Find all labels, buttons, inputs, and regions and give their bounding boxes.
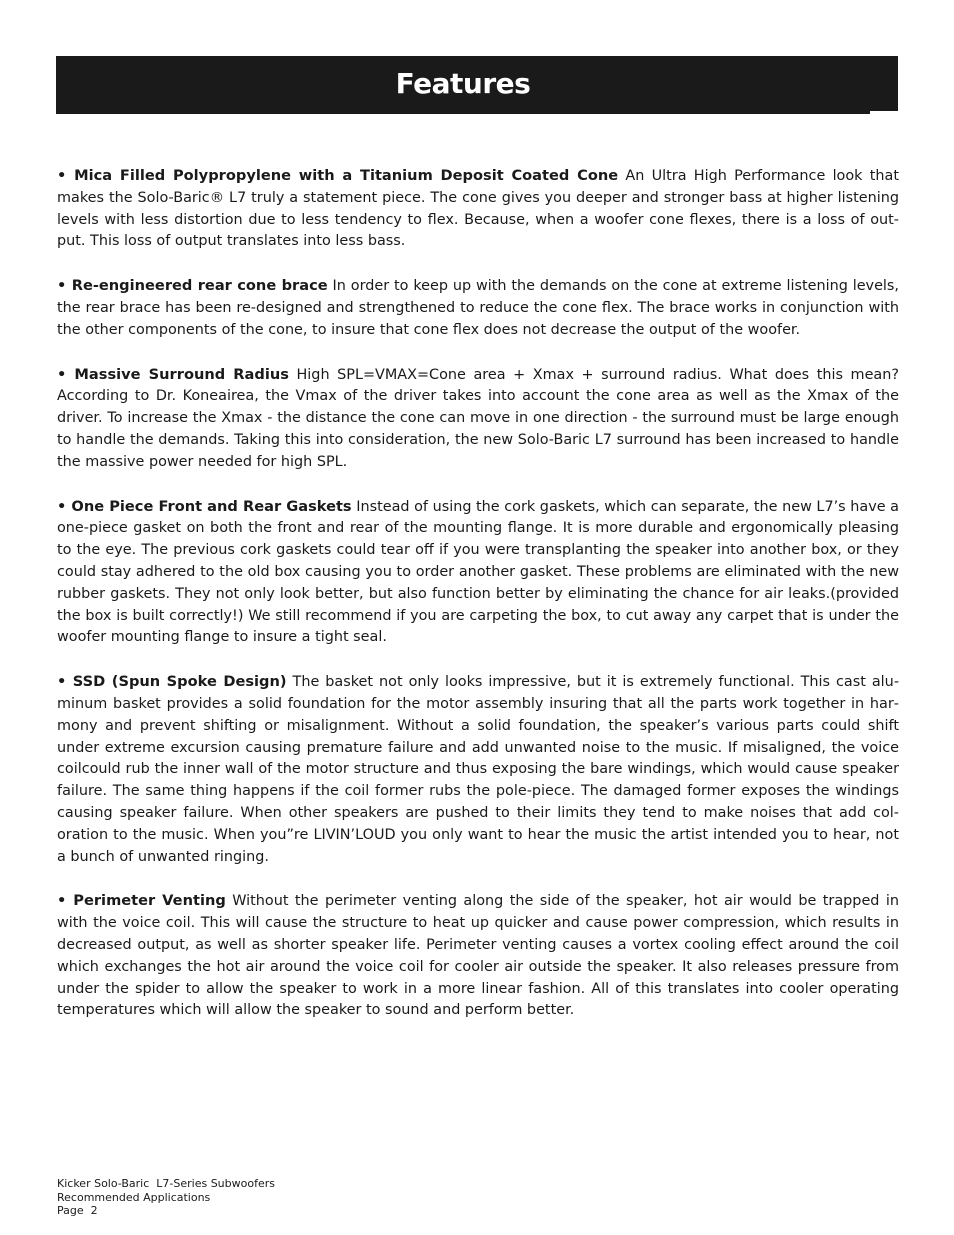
feature-title: • SSD (Spun Spoke Design) xyxy=(57,673,287,691)
feature-rear-brace xyxy=(57,275,899,341)
feature-title: • Massive Surround Radius xyxy=(57,365,289,383)
feature-surround-radius xyxy=(57,364,899,474)
footer-product-line: Kicker Solo-Baric L7-Series Subwoofers xyxy=(57,1177,275,1190)
feature-perimeter-venting xyxy=(57,890,899,1022)
footer-page-number: Page 2 xyxy=(57,1204,98,1217)
feature-title: • Mica Filled Polypropylene with a Titanium Deposit Coated Cone xyxy=(57,167,619,184)
feature-ssd xyxy=(57,671,899,868)
feature-body: Without the perimeter venting along the side of the speaker, hot air would be trapped in with the voice coil. This will cause the structure to heat up quicker and cause power compression, which results in decreased output, as well as shorter speaker life. Perimeter venting causes a vortex cooling effect around the coil which exchanges the hot air around the voice coil for cooler air outside the speaker. It also releases pressure from under the spider to allow the speaker to work in a more linear fashion. All of this translates into cooler operating temperatures which will allow the speaker to sound and perform better. xyxy=(57,893,899,1019)
features-content xyxy=(57,165,899,1044)
feature-title: • One Piece Front and Rear Gaskets xyxy=(57,497,352,515)
feature-body: The basket not only looks impressive, but it is extremely functional. This cast aluminum basket provides a solid foundation for the motor assembly insuring that all the parts work together in harmony and prevent shifting or misalignment. Without a solid foundation, the speaker’s various parts could shift under extreme excursion causing premature failure and add unwanted noise to the music. If misaligned, the voice coilcould rub the inner wall of the motor structure and thus exposing the bare windings, which would cause speaker failure. The same thing happens if the coil former rubs the pole-piece. The damaged former exposes the windings causing speaker failure. When other speakers are pushed to their limits they tend to make noises that add coloration to the music. When you”re LIVIN’LOUD you only want to hear the music the artist intended you to hear, not a bunch of unwanted ringing. xyxy=(57,674,900,865)
feature-gaskets xyxy=(57,496,899,650)
feature-body: In order to keep up with the demands on the cone at extreme listening levels, the rear brace has been re-designed and strengthened to reduce the cone flex. The brace works in conjunction with the other components of the cone, to insure that cone flex does not decrease the output of the woofer. xyxy=(57,278,899,338)
feature-title: • Re-engineered rear cone brace xyxy=(57,277,328,295)
feature-body: An Ultra High Performance look that makes the Solo-Baric® L7 truly a statement piece. The cone gives you deeper and stronger bass at higher listening levels with less distortion due to less tendency to flex. Because, when a woofer cone flexes, there is a loss of output. This loss of output translates into less bass. xyxy=(57,168,899,250)
feature-title: • Perimeter Venting xyxy=(57,892,226,910)
header-underline xyxy=(56,111,870,114)
page-footer xyxy=(57,1177,275,1218)
page-title: Features xyxy=(395,67,531,100)
feature-cone xyxy=(57,165,899,253)
feature-body: High SPL=VMAX=Cone area + Xmax + surround radius. What does this mean? According to Dr. Koneairea, the Vmax of the driver takes into account the cone area as well as the Xmax of the driver. To increase the Xmax - the distance the cone can move in one direction - the surround must be large enough to handle the demands. Taking this into consideration, the new Solo-Baric L7 surround has been increased to handle the massive power needed for high SPL. xyxy=(57,366,899,470)
feature-body: Instead of using the cork gaskets, which can separate, the new L7’s have a one-piece gasket on both the front and rear of the mounting flange. It is more durable and ergonomically pleasing to the eye. The previous cork gaskets could tear off if you were transplanting the speaker into another box, or they could stay adhered to the old box causing you to order another gasket. These problems are eliminated with the new rubber gaskets. They not only look better, but also function better by eliminating the chance for air leaks.(provided the box is built correctly!) We still recommend if you are carpeting the box, to cut away any carpet that is under the woofer mounting flange to insure a tight seal. xyxy=(57,498,899,646)
footer-section-line: Recommended Applications xyxy=(57,1190,211,1204)
